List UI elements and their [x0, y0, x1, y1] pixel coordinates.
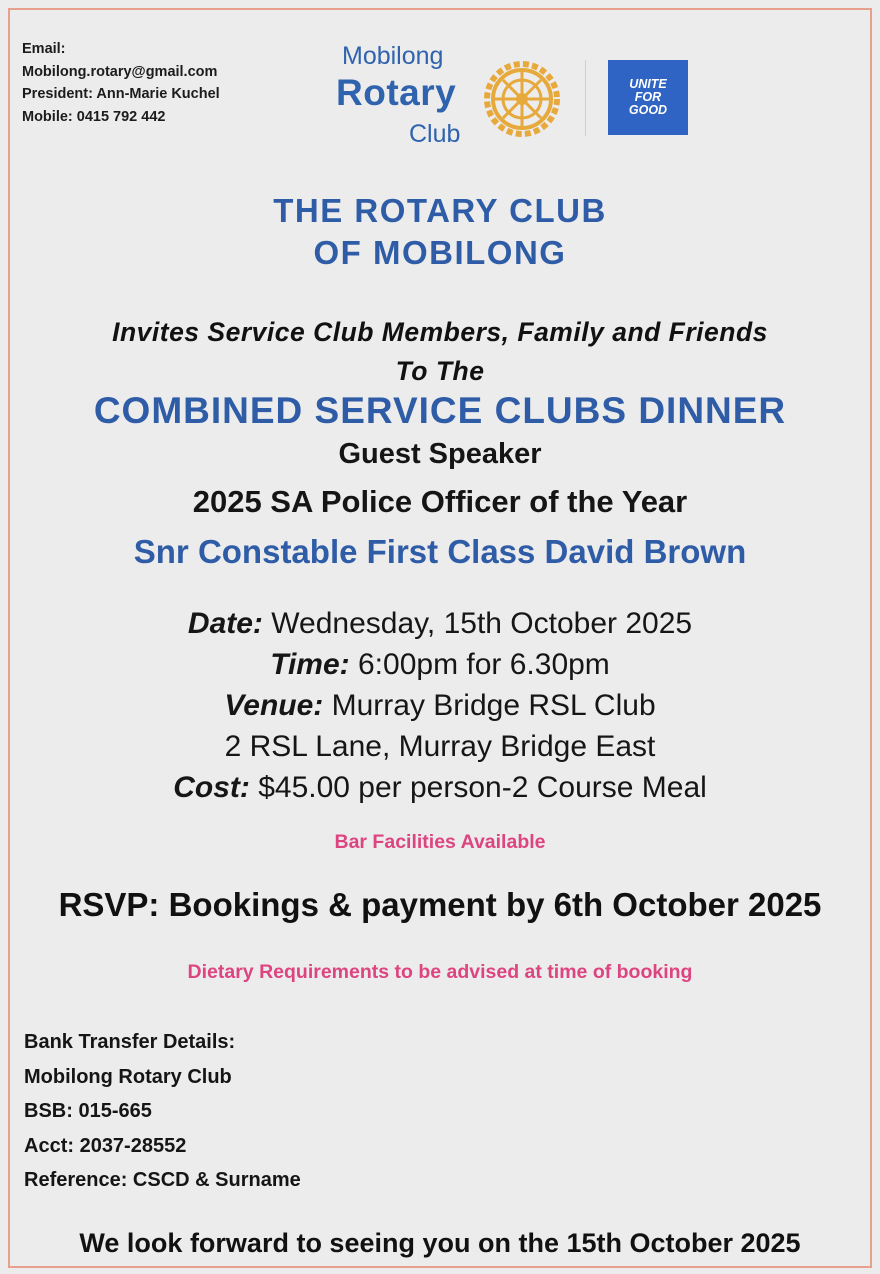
dietary-note: Dietary Requirements to be advised at time of booking: [187, 961, 693, 983]
logo-rotary: Rotary: [336, 72, 457, 113]
venue-line: [0, 685, 880, 726]
logo-club: Club: [409, 120, 461, 148]
guest-speaker-label: Guest Speaker: [338, 438, 542, 470]
closing-line: We look forward to seeing you on the 15th October 2025: [79, 1228, 801, 1258]
rotary-wheel-icon: [478, 58, 566, 140]
unite-for-good-badge: [608, 60, 688, 135]
invitation-line1: Invites Service Club Members, Family and Friends: [112, 317, 768, 347]
address-line: 2 RSL Lane, Murray Bridge East: [224, 730, 656, 763]
bank-account-name: Mobilong Rotary Club: [24, 1065, 232, 1088]
venue-label: Venue:: [224, 689, 324, 722]
invitation-text: [0, 313, 880, 391]
club-title-line2: OF MOBILONG: [313, 234, 567, 271]
invitation-line2: To The: [395, 356, 485, 386]
venue-value: Murray Bridge RSL Club: [323, 689, 656, 722]
tagline-for: FOR: [634, 90, 662, 104]
bank-acct: Acct: 2037-28552: [24, 1134, 187, 1157]
time-value: 6:00pm for 6.30pm: [349, 648, 610, 681]
speaker-name: Snr Constable First Class David Brown: [133, 533, 747, 570]
tagline-good: GOOD: [628, 103, 668, 117]
cost-label: Cost:: [173, 771, 250, 804]
bar-facilities-note: Bar Facilities Available: [334, 831, 546, 853]
date-line: [0, 603, 880, 644]
club-title-line1: THE ROTARY CLUB: [273, 192, 607, 229]
mobile-line: Mobile: 0415 792 442: [22, 109, 166, 126]
email-address: Mobilong.rotary@gmail.com: [22, 63, 218, 80]
rsvp-line: RSVP: Bookings & payment by 6th October 2025: [58, 886, 822, 923]
bank-details: [24, 1025, 301, 1198]
bank-bsb: BSB: 015-665: [24, 1100, 152, 1122]
bank-reference: Reference: CSCD & Surname: [24, 1169, 301, 1191]
president-line: President: Ann-Marie Kuchel: [22, 86, 220, 103]
logo-mobilong: Mobilong: [342, 42, 444, 70]
cost-value: $45.00 per person-2 Course Meal: [249, 771, 707, 804]
club-title: [0, 190, 880, 274]
tagline-unite: UNITE: [629, 77, 667, 91]
bank-heading: Bank Transfer Details:: [24, 1031, 236, 1053]
cost-line: [0, 767, 880, 808]
email-label: Email:: [22, 41, 66, 57]
time-label: Time:: [270, 648, 350, 681]
event-details: [0, 603, 880, 808]
speaker-award: 2025 SA Police Officer of the Year: [192, 484, 688, 519]
logo-divider: [585, 60, 586, 136]
date-value: Wednesday, 15th October 2025: [262, 607, 693, 640]
time-line: [0, 644, 880, 685]
date-label: Date:: [187, 607, 263, 640]
event-name: COMBINED SERVICE CLUBS DINNER: [93, 390, 787, 431]
contact-block: [22, 38, 220, 129]
